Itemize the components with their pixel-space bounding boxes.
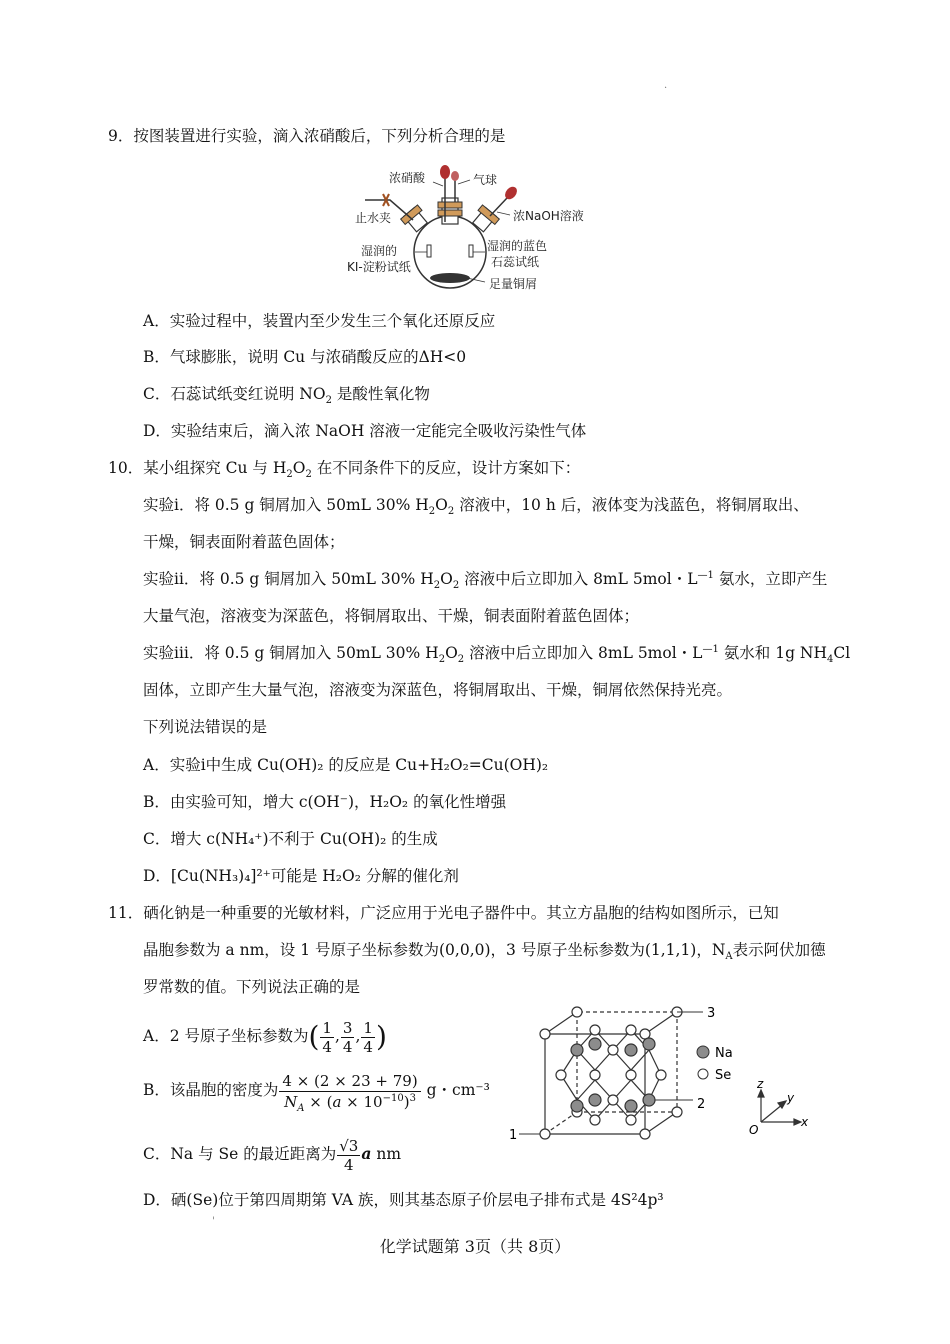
legend-se: Se [715, 1068, 732, 1083]
label-ki-2: KI-淀粉试纸 [347, 260, 411, 274]
q11-line3: 罗常数的值。下列说法正确的是 [143, 978, 361, 996]
q11-option-a: A．2 号原子坐标参数为( $\frac{1}{4}$ , $\frac{3}{4}$ , $\frac{1}{4}$ ) [143, 1018, 387, 1056]
q10-exp1-line1: 实验ⅰ．将 0.5 g 铜屑加入 50mL 30% $H_2O_2$ 溶液中，10 h 后，液体变为浅蓝色，将铜屑取出、 [143, 496, 809, 518]
q11-crystal-cell-figure [505, 1002, 825, 1152]
q10-option-a: A．实验ⅰ中生成 Cu(OH)₂ 的反应是 Cu+H₂O₂=Cu(OH)₂ [143, 756, 549, 774]
label-conc-nitric: 浓硝酸 [389, 171, 426, 185]
axis-x: x [801, 1115, 809, 1129]
q10-exp1-line2: 干燥，铜表面附着蓝色固体； [143, 533, 345, 551]
q10-exp2-line1: 实验ⅱ．将 0.5 g 铜屑加入 50mL 30% $H_2O_2$ 溶液中后立即加入 8mL 5mol・$L^{—1}$ 氨水，立即产生 [143, 569, 828, 592]
q11-line2: 晶胞参数为 a nm，设 1 号原子坐标参数为(0,0,0)，3 号原子坐标参数为(1,1,1)，$N_A$表示阿伏加德 [143, 941, 826, 963]
axis-y: y [787, 1091, 795, 1105]
stray-dot: . [664, 80, 668, 91]
q11-option-c: C．Na 与 Se 的最近距离为 $\frac{√3}{4}$ a nm [143, 1136, 402, 1174]
q9-option-c: C．石蕊试纸变红说明 $NO_2$ 是酸性氧化物 [143, 385, 430, 407]
q10-exp2-line2: 大量气泡，溶液变为深蓝色，将铜屑取出、干燥，铜表面附着蓝色固体； [143, 607, 640, 625]
atom-1-label: 1 [509, 1128, 518, 1143]
axis-origin: O [749, 1123, 759, 1137]
label-balloon: 气球 [473, 173, 498, 187]
label-naoh: 浓NaOH溶液 [513, 209, 584, 223]
q11-option-b: B．该晶胞的密度为 $\frac{4 \times (2 \times 23 + 79)}{N_A \times (a \times 10^{-10})^3}$ g・cm⁻³ [143, 1071, 490, 1114]
label-litmus-1: 湿润的蓝色 [487, 239, 548, 253]
q10-option-b: B．由实验可知，增大 c(OH⁻)，H₂O₂ 的氧化性增强 [143, 793, 507, 811]
q9-option-a: A．实验过程中，装置内至少发生三个氧化还原反应 [143, 312, 496, 330]
q11-line1: 11．硒化钠是一种重要的光敏材料，广泛应用于光电子器件中。其立方晶胞的结构如图所示，已知 [108, 904, 779, 922]
q9-apparatus-figure [345, 160, 605, 295]
legend-na: Na [715, 1046, 733, 1061]
atom-2-label: 2 [697, 1097, 706, 1112]
q10-exp3-line2: 固体，立即产生大量气泡，溶液变为深蓝色，将铜屑取出、干燥，铜屑依然保持光亮。 [143, 681, 733, 699]
q10-option-d: D．[Cu(NH₃)₄]²⁺可能是 H₂O₂ 分解的催化剂 [143, 867, 459, 885]
stray-dot: ' [212, 1216, 215, 1227]
atom-3-label: 3 [707, 1006, 716, 1021]
q10-exp3-line1: 实验ⅲ．将 0.5 g 铜屑加入 50mL 30% $H_2O_2$ 溶液中后立即加入 8mL 5mol・$L^{—1}$ 氨水和 1g $NH_4Cl$ [143, 643, 851, 666]
label-clamp: 止水夹 [355, 211, 392, 225]
axis-z: z [757, 1077, 764, 1091]
q11-option-d: D．硒(Se)位于第四周期第 VA 族，则其基态原子价层电子排布式是 4S²4p³ [143, 1191, 664, 1209]
q9-option-d: D．实验结束后，滴入浓 NaOH 溶液一定能完全吸收污染性气体 [143, 422, 587, 440]
q10-option-c: C．增大 c(NH₄⁺)不利于 Cu(OH)₂ 的生成 [143, 830, 438, 848]
label-copper: 足量铜屑 [489, 277, 538, 291]
q9-option-b: B．气球膨胀，说明 Cu 与浓硝酸反应的ΔH<0 [143, 348, 467, 366]
q10-stem: 10．某小组探究 Cu 与 $H_2O_2$ 在不同条件下的反应，设计方案如下： [108, 459, 581, 481]
q10-ask: 下列说法错误的是 [143, 718, 268, 736]
label-ki-1: 湿润的 [361, 244, 398, 258]
page-footer: 化学试题第 3页（共 8页） [379, 1237, 571, 1256]
q9-stem: 9．按图装置进行实验，滴入浓硝酸后，下列分析合理的是 [108, 127, 506, 145]
label-litmus-2: 石蕊试纸 [491, 255, 540, 269]
